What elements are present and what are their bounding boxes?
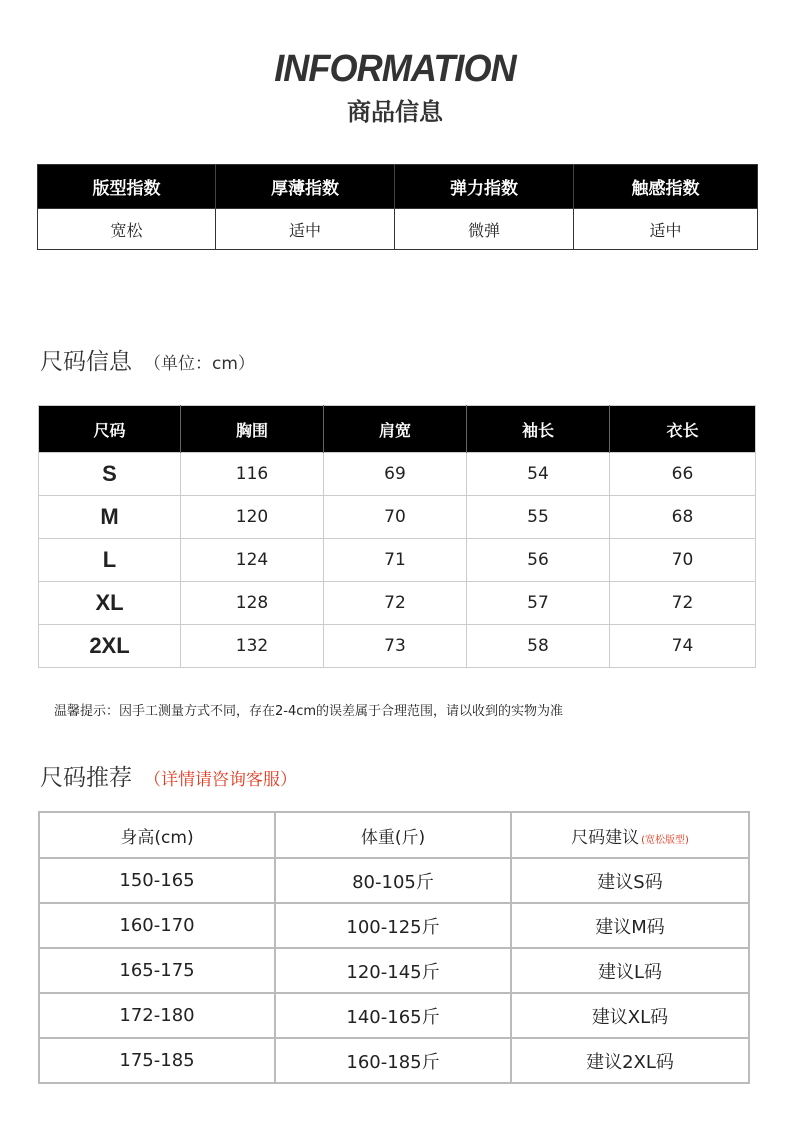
size-value-cell: 71 xyxy=(324,539,467,582)
title-english: INFORMATION xyxy=(274,48,516,90)
size-value-cell: 66 xyxy=(610,453,756,496)
size-value-cell: 58 xyxy=(467,625,610,668)
size-header-cell: 胸围 xyxy=(181,406,324,453)
height-cell: 160-170 xyxy=(39,903,275,948)
recommend-note: （详情请咨询客服） xyxy=(144,770,297,790)
table-row xyxy=(39,1038,749,1083)
size-unit-label: （单位：cm） xyxy=(144,354,255,374)
size-header-cell: 肩宽 xyxy=(324,406,467,453)
size-label-cell: S xyxy=(39,453,181,496)
size-value-cell: 70 xyxy=(324,496,467,539)
recommend-header-cell xyxy=(511,812,749,858)
size-label-cell: L xyxy=(39,539,181,582)
size-value-cell: 56 xyxy=(467,539,610,582)
weight-cell: 120-145斤 xyxy=(275,948,511,993)
recommend-header-cell: 体重(斤) xyxy=(275,812,511,858)
suggestion-cell: 建议2XL码 xyxy=(511,1038,749,1083)
info-value-cell: 适中 xyxy=(574,209,758,250)
suggestion-cell: 建议S码 xyxy=(511,858,749,903)
size-table xyxy=(38,405,756,668)
table-row xyxy=(39,453,756,496)
table-row xyxy=(39,993,749,1038)
size-value-cell: 116 xyxy=(181,453,324,496)
table-row xyxy=(39,625,756,668)
info-header-cell: 触感指数 xyxy=(574,165,758,209)
table-row xyxy=(39,858,749,903)
weight-cell: 100-125斤 xyxy=(275,903,511,948)
size-section-label: 尺码信息 xyxy=(40,349,132,375)
recommend-section-title xyxy=(40,759,297,792)
size-value-cell: 70 xyxy=(610,539,756,582)
measurement-tip: 温馨提示：因手工测量方式不同，存在2-4cm的误差属于合理范围，请以收到的实物为准 xyxy=(54,704,564,719)
size-header-cell: 尺码 xyxy=(39,406,181,453)
suggestion-cell: 建议XL码 xyxy=(511,993,749,1038)
size-header-row xyxy=(39,406,756,453)
title-chinese: 商品信息 xyxy=(347,98,443,126)
info-value-cell: 微弹 xyxy=(395,209,574,250)
info-header-cell: 版型指数 xyxy=(38,165,216,209)
table-row xyxy=(39,948,749,993)
size-label-cell: M xyxy=(39,496,181,539)
table-row xyxy=(39,539,756,582)
recommend-header-label: 尺码建议 xyxy=(571,827,640,848)
size-value-cell: 74 xyxy=(610,625,756,668)
size-value-cell: 55 xyxy=(467,496,610,539)
weight-cell: 80-105斤 xyxy=(275,858,511,903)
info-header-cell: 弹力指数 xyxy=(395,165,574,209)
size-value-cell: 124 xyxy=(181,539,324,582)
size-label-cell: 2XL xyxy=(39,625,181,668)
recommend-header-cell: 身高(cm) xyxy=(39,812,275,858)
size-value-cell: 54 xyxy=(467,453,610,496)
size-value-cell: 73 xyxy=(324,625,467,668)
suggestion-cell: 建议L码 xyxy=(511,948,749,993)
size-value-cell: 128 xyxy=(181,582,324,625)
size-value-cell: 69 xyxy=(324,453,467,496)
size-section-title xyxy=(40,343,255,376)
size-value-cell: 57 xyxy=(467,582,610,625)
info-value-row xyxy=(38,209,758,250)
height-cell: 165-175 xyxy=(39,948,275,993)
weight-cell: 140-165斤 xyxy=(275,993,511,1038)
recommend-header-row xyxy=(39,812,749,858)
size-value-cell: 132 xyxy=(181,625,324,668)
info-value-cell: 宽松 xyxy=(38,209,216,250)
size-value-cell: 72 xyxy=(324,582,467,625)
weight-cell: 160-185斤 xyxy=(275,1038,511,1083)
table-row xyxy=(39,582,756,625)
recommend-section-label: 尺码推荐 xyxy=(40,765,132,791)
info-value-cell: 适中 xyxy=(216,209,395,250)
info-header-cell: 厚薄指数 xyxy=(216,165,395,209)
info-header-row xyxy=(38,165,758,209)
recommend-header-note: (宽松版型) xyxy=(641,834,689,846)
height-cell: 150-165 xyxy=(39,858,275,903)
height-cell: 175-185 xyxy=(39,1038,275,1083)
suggestion-cell: 建议M码 xyxy=(511,903,749,948)
size-value-cell: 120 xyxy=(181,496,324,539)
size-header-cell: 衣长 xyxy=(610,406,756,453)
height-cell: 172-180 xyxy=(39,993,275,1038)
size-value-cell: 72 xyxy=(610,582,756,625)
recommend-table xyxy=(38,811,750,1084)
size-label-cell: XL xyxy=(39,582,181,625)
size-header-cell: 袖长 xyxy=(467,406,610,453)
table-row xyxy=(39,903,749,948)
size-value-cell: 68 xyxy=(610,496,756,539)
info-table xyxy=(37,164,758,250)
table-row xyxy=(39,496,756,539)
